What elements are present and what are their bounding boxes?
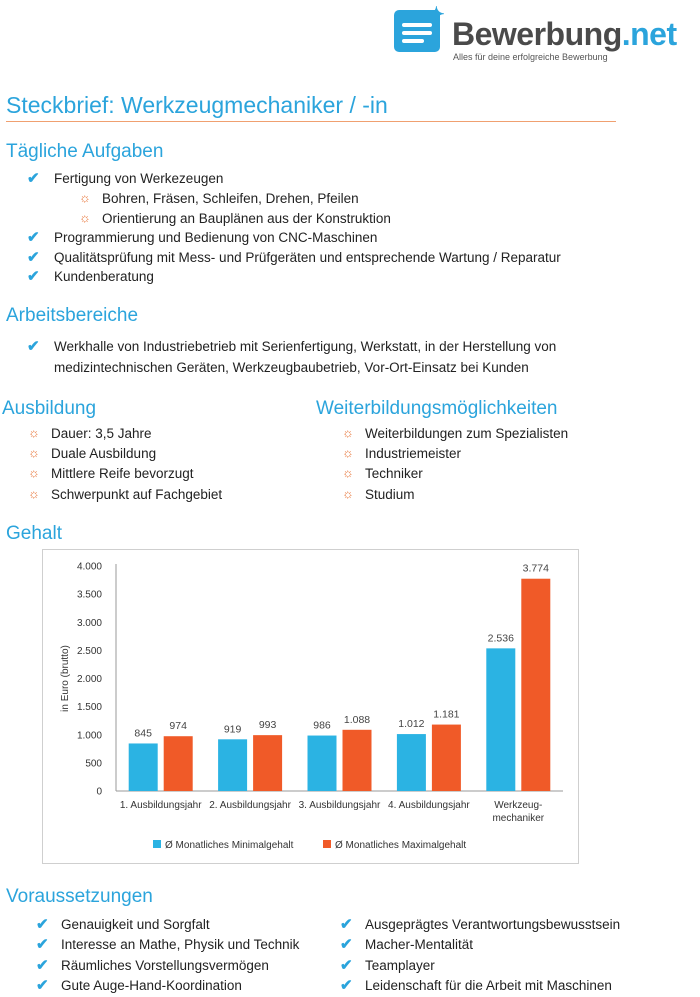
- sun-icon: ☼: [79, 210, 91, 225]
- x-tick-label: Werkzeug-: [494, 800, 543, 811]
- legend-swatch: [153, 840, 161, 848]
- page-title: Steckbrief: Werkzeugmechaniker / -in: [6, 92, 388, 118]
- brand-name: Bewerbung.net: [452, 16, 677, 52]
- list-item: Industriemeister: [365, 446, 462, 461]
- list-item: Qualitätsprüfung mit Mess- und Prüfgeräten und entsprechende Wartung / Reparatur: [54, 250, 561, 265]
- check-icon: ✔: [27, 338, 40, 355]
- sun-icon: ☼: [28, 486, 40, 501]
- list-item: Studium: [365, 487, 415, 502]
- x-tick-label: 1. Ausbildungsjahr: [119, 800, 202, 811]
- check-icon: ✔: [340, 957, 353, 974]
- sub-list-item: Bohren, Fräsen, Schleifen, Drehen, Pfeilen: [102, 191, 359, 206]
- legend-label: Ø Monatliches Minimalgehalt: [165, 840, 294, 851]
- sun-icon: ☼: [342, 425, 354, 440]
- x-tick-label: 3. Ausbildungsjahr: [298, 800, 381, 811]
- bar: [308, 736, 337, 791]
- list-item: Genauigkeit und Sorgfalt: [61, 917, 210, 932]
- list-item: Kundenberatung: [54, 269, 154, 284]
- list-item: Techniker: [365, 466, 423, 481]
- sun-icon: ☼: [28, 445, 40, 460]
- data-label: 974: [169, 720, 187, 733]
- y-tick-label: 3.000: [76, 617, 102, 629]
- data-label: 845: [134, 727, 152, 740]
- bar: [432, 725, 461, 791]
- data-label: 919: [223, 723, 242, 736]
- bar: [218, 739, 247, 791]
- sparkle-icon: ✦: [428, 4, 445, 26]
- data-label: 3.774: [522, 562, 549, 575]
- bar: [486, 648, 515, 791]
- bar: [343, 730, 372, 791]
- sun-icon: ☼: [28, 425, 40, 440]
- heading-aufgaben: Tägliche Aufgaben: [6, 141, 164, 162]
- y-tick-label: 1.500: [76, 702, 102, 714]
- list-item: Ausgeprägtes Verantwortungsbewusstsein: [365, 917, 621, 932]
- x-tick-label: 4. Ausbildungsjahr: [388, 800, 470, 811]
- y-tick-label: 500: [85, 758, 102, 770]
- bar: [253, 735, 282, 791]
- legend-label: Ø Monatliches Maximalgehalt: [335, 840, 467, 851]
- check-icon: ✔: [340, 916, 353, 933]
- check-icon: ✔: [36, 957, 49, 974]
- check-icon: ✔: [340, 936, 353, 953]
- sun-icon: ☼: [342, 486, 354, 501]
- list-item: Schwerpunkt auf Fachgebiet: [51, 487, 223, 502]
- check-icon: ✔: [27, 170, 40, 187]
- list-item: Leidenschaft für die Arbeit mit Maschinen: [365, 978, 612, 993]
- check-icon: ✔: [36, 936, 49, 953]
- bar: [397, 734, 426, 791]
- data-label: 986: [313, 719, 331, 732]
- y-axis-label: in Euro (brutto): [60, 645, 71, 712]
- x-tick-label: mechaniker: [492, 813, 545, 824]
- list-item: Dauer: 3,5 Jahre: [51, 426, 152, 441]
- salary-chart: [43, 550, 578, 863]
- y-tick-label: 2.000: [76, 674, 102, 685]
- check-icon: ✔: [27, 249, 40, 266]
- heading-gehalt: Gehalt: [6, 523, 62, 544]
- y-tick-label: 0: [96, 786, 102, 798]
- check-icon: ✔: [27, 229, 40, 246]
- list-item: Duale Ausbildung: [51, 446, 157, 461]
- bar: [129, 743, 158, 791]
- heading-ausbildung: Ausbildung: [2, 398, 97, 419]
- data-label: 993: [258, 719, 277, 732]
- check-icon: ✔: [27, 268, 40, 285]
- heading-arbeitsbereiche: Arbeitsbereiche: [6, 305, 139, 326]
- list-item-continued: medizintechnischen Geräten, Werkzeugbaubetrieb, Vor-Ort-Einsatz bei Kunden: [54, 360, 529, 375]
- sub-list-item: Orientierung an Bauplänen aus der Konstruktion: [102, 211, 391, 226]
- list-item: Weiterbildungen zum Spezialisten: [365, 426, 569, 441]
- list-item: Fertigung von Werkezeugen: [54, 171, 224, 186]
- check-icon: ✔: [340, 977, 353, 994]
- y-tick-label: 3.500: [76, 589, 102, 601]
- sun-icon: ☼: [342, 445, 354, 460]
- data-label: 1.181: [433, 708, 460, 721]
- list-item: Mittlere Reife bevorzugt: [51, 466, 194, 481]
- sun-icon: ☼: [28, 465, 40, 480]
- check-icon: ✔: [36, 916, 49, 933]
- list-item: Räumliches Vorstellungsvermögen: [61, 958, 269, 973]
- title-divider: [6, 121, 616, 122]
- list-item: Teamplayer: [365, 958, 435, 973]
- salary-chart-frame: [42, 549, 579, 864]
- data-label: 1.012: [398, 718, 425, 731]
- sun-icon: ☼: [79, 190, 91, 205]
- y-tick-label: 4.000: [76, 561, 102, 573]
- bar: [164, 736, 193, 791]
- brand-tagline: Alles für deine erfolgreiche Bewerbung: [453, 52, 608, 62]
- heading-weiterbildung: Weiterbildungsmöglichkeiten: [316, 398, 558, 419]
- list-item: Werkhalle von Industriebetrieb mit Serienfertigung, Werkstatt, in der Herstellung von: [54, 339, 557, 354]
- x-tick-label: 2. Ausbildungsjahr: [209, 800, 291, 811]
- y-tick-label: 2.500: [76, 645, 102, 657]
- check-icon: ✔: [36, 977, 49, 994]
- list-item: Interesse an Mathe, Physik und Technik: [61, 937, 300, 952]
- list-item: Programmierung und Bedienung von CNC-Maschinen: [54, 230, 378, 245]
- legend-swatch: [323, 840, 331, 848]
- data-label: 2.536: [487, 632, 514, 645]
- y-tick-label: 1.000: [76, 730, 102, 742]
- sun-icon: ☼: [342, 465, 354, 480]
- list-item: Macher-Mentalität: [365, 937, 474, 952]
- heading-voraussetzungen: Voraussetzungen: [6, 886, 153, 907]
- data-label: 1.088: [343, 713, 371, 726]
- bar: [521, 579, 550, 791]
- list-item: Gute Auge-Hand-Koordination: [61, 978, 242, 993]
